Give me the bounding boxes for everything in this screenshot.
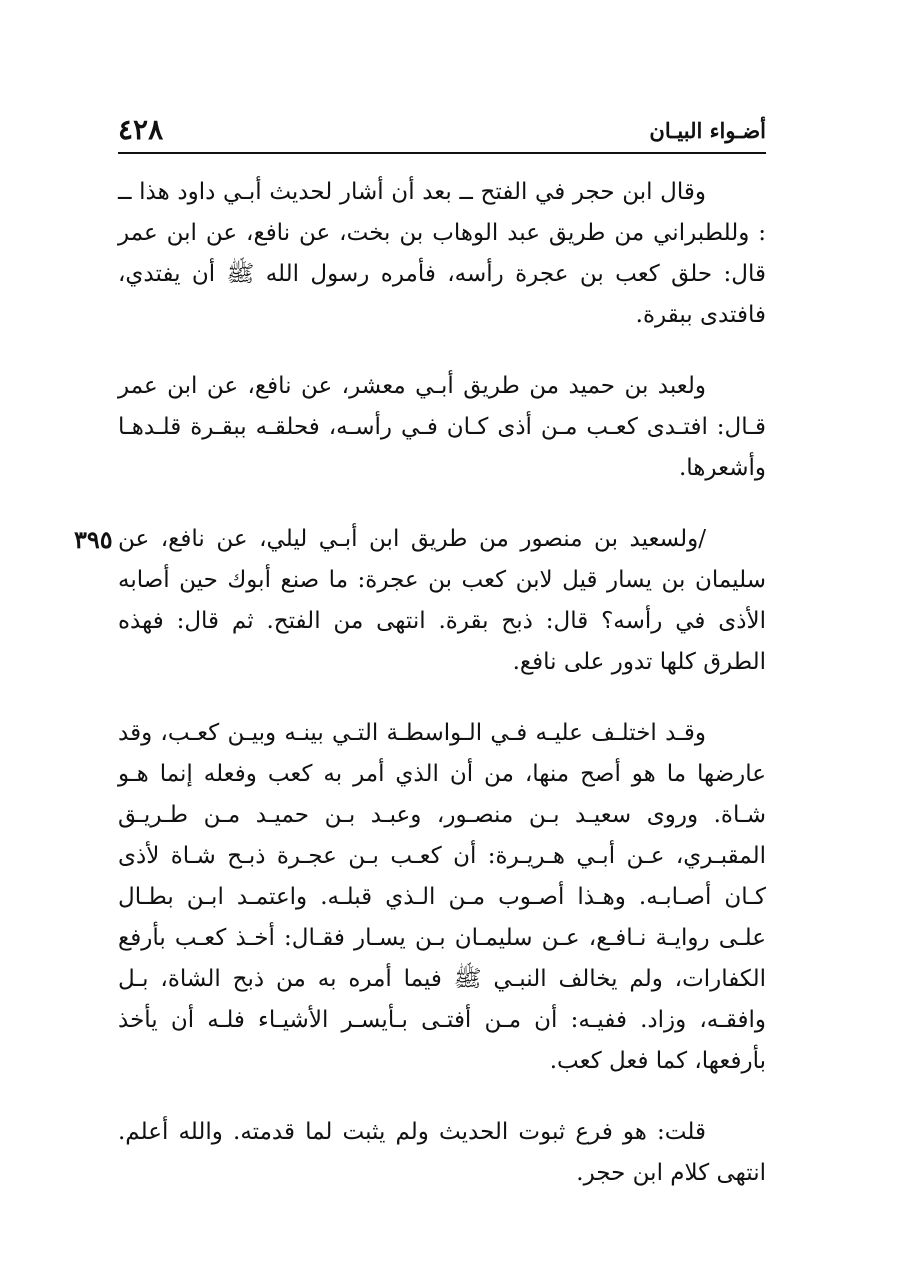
paragraph: قلت: هو فرع ثبوت الحديث ولم يثبت لما قدمته. والله أعلم. انتهى كلام ابن حجر.	[118, 1119, 766, 1186]
page-number: ٤٢٨	[118, 113, 164, 146]
margin-page-number: ٣٩٥	[74, 525, 113, 554]
paragraph-with-margin-number	[74, 519, 766, 683]
page-body	[74, 172, 766, 1224]
paragraph: وقـد اختلـف عليـه فـي الـواسطـة التـي بينـه وبيـن كعـب، وقد عارضها ما هو أصح منها، من أن الذي أمر به كعب وفعله إنما هـو شـاة. وروى سعيـد بـن منصـور، وعبـد بـن حميـد مـن طـريـق المقبـري، عـن أبـي هـريـرة: أن كعـب بـن عجـرة ذبـح شـاة لأذى كـان أصـابـه. وهـذا أصـوب مـن الـذي قبلـه. واعتمـد ابـن بطـال علـى روايـة نـافـع، عـن سليمـان بـن يسـار فقـال: أخـذ كعـب بأرفع الكفارات، ولم يخالف النبـي ﷺ فيما أمره به من ذبح الشاة، بـل وافقـه، وزاد. ففيـه: أن مـن أفتـى بـأيسـر الأشيـاء فلـه أن يأخذ بأرفعها، كما فعل كعب.	[118, 720, 766, 1074]
page-header	[118, 112, 766, 154]
paragraph: ولعبد بن حميد من طريق أبـي معشر، عن نافع، عن ابن عمر قـال: افتـدى كعـب مـن أذى كـان فـي رأسـه، فحلقـه ببقـرة قلـدهـا وأشعرها.	[118, 373, 766, 481]
paragraph: /ولسعيد بن منصور من طريق ابن أبـي ليلي، عن نافع، عن سليمان بن يسار قيل لابن كعب بن عجرة: ما صنع أبوك حين أصابه الأذى في رأسه؟ قال: ذبح بقرة. انتهى من الفتح. ثم قال: فهذه الطرق كلها تدور على نافع.	[118, 526, 766, 675]
running-title: أضـواء البيـان	[649, 118, 766, 143]
paragraph: وقال ابن حجر في الفتح ــ بعد أن أشار لحديث أبـي داود هذا ــ : وللطبراني من طريق عبد الوهاب بن بخت، عن نافع، عن ابن عمر قال: حلق كعب بن عجرة رأسه، فأمره رسول الله ﷺ أن يفتدي، فافتدى ببقرة.	[118, 179, 766, 328]
